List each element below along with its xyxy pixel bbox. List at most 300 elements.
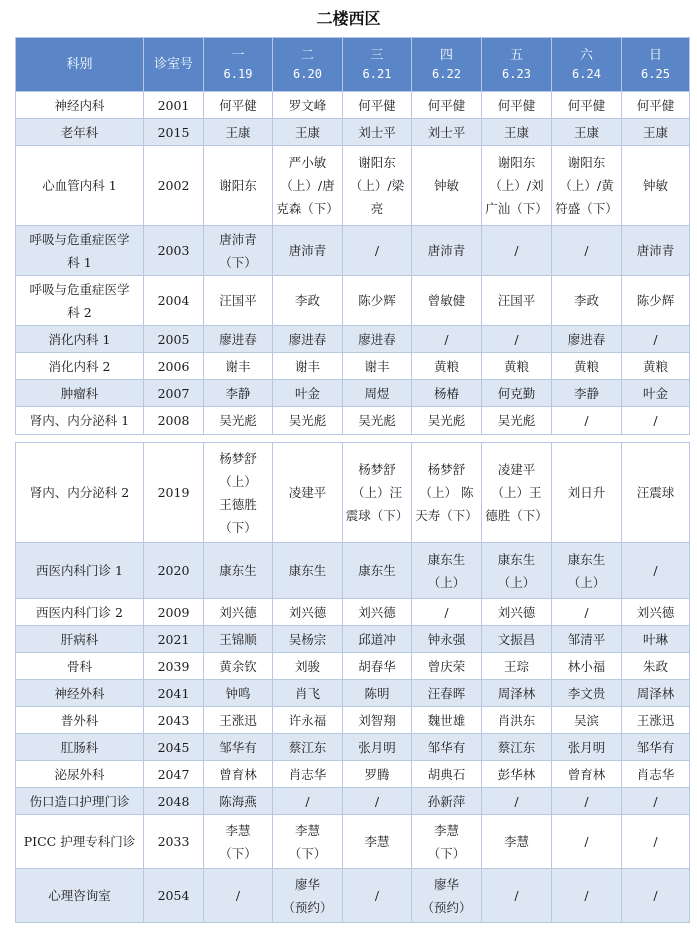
doctor-text: 黄粮 [642,358,668,374]
doctor-text: 李政 [294,293,320,308]
doctor-text: 邹华有 [219,739,257,755]
doctor-cell [552,788,622,815]
doctor-text: 李慧 [433,822,459,838]
doctor-cell [343,543,412,599]
header-dept: 科别 [16,38,144,92]
doctor-cell [204,761,273,788]
doctor-text: 钟敏 [642,178,668,193]
doctor-text: 何平健 [219,97,257,113]
doctor-cell [343,443,412,543]
room-cell: 2003 [144,226,204,276]
dept-cell [16,543,144,599]
doctor-cell [412,353,482,380]
doctor-cell [552,92,622,119]
table-row [16,626,690,653]
doctor-text: 邹华有 [636,739,675,755]
doctor-cell [204,353,273,380]
doctor-text: 张月明 [358,739,396,755]
doctor-cell [552,734,622,761]
doctor-text: 克森（下） [276,201,339,216]
header-day: 一 6.19 [204,38,273,92]
doctor-text: 刘兴德 [358,604,396,620]
doctor-text: 杨梦舒 [427,462,466,477]
header-day: 三 6.21 [343,38,412,92]
doctor-text: 唐沛青 [288,243,327,258]
doctor-cell [204,734,273,761]
doctor-text: / [235,888,241,903]
doctor-text: 凌建平 [288,485,327,500]
doctor-cell [552,353,622,380]
table-row [16,761,690,788]
doctor-text: 汪震球 [636,485,675,500]
doctor-cell [273,869,343,923]
doctor-cell [482,707,552,734]
doctor-cell [204,788,273,815]
doctor-cell [552,653,622,680]
doctor-cell [482,119,552,146]
doctor-cell [412,653,482,680]
doctor-text: （下） [219,254,257,270]
doctor-text: 康东生 [567,551,606,567]
doctor-cell [482,92,552,119]
doctor-text: 李慧 [294,822,320,838]
doctor-text: 亮 [370,201,384,216]
doctor-text: 康东生 [358,563,396,578]
doctor-text: 何平健 [427,97,466,113]
doctor-cell [412,226,482,276]
dept-text: 神经内科 [54,97,105,113]
doctor-cell [343,119,412,146]
doctor-cell [622,734,690,761]
doctor-cell [343,146,412,226]
room-cell: 2039 [144,653,204,680]
dept-cell [16,599,144,626]
doctor-text: 康东生 [427,551,466,567]
room-cell: 2008 [144,407,204,435]
doctor-text: 凌建平 [497,462,536,477]
doctor-text: （下） [219,519,257,535]
doctor-text: 陈少辉 [636,293,675,308]
doctor-cell [273,276,343,326]
doctor-text: （预约） [421,899,472,915]
doctor-cell [552,707,622,734]
dept-text: 神经外科 [54,685,105,701]
doctor-text: 何平健 [497,97,536,113]
table-row [16,599,690,626]
doctor-cell [204,653,273,680]
doctor-cell [622,626,690,653]
doctor-cell [273,443,343,543]
doctor-text: 黄粮 [573,358,599,374]
doctor-cell [204,407,273,435]
dept-text: 肝病科 [60,631,99,647]
doctor-cell [343,326,412,353]
doctor-text: / [584,834,589,849]
doctor-text: 曾庆荣 [427,658,466,674]
doctor-text: 康东生 [288,563,327,578]
doctor-cell [273,407,343,435]
doctor-cell [412,707,482,734]
doctor-cell [412,815,482,869]
table-row [16,734,690,761]
doctor-text: 叶金 [294,385,320,401]
room-cell: 2004 [144,276,204,326]
doctor-cell [412,543,482,599]
doctor-text: 王德胜 [219,496,257,512]
dept-cell [16,276,144,326]
doctor-text: （上）/黄 [559,178,614,193]
table-row [16,653,690,680]
room-cell: 2045 [144,734,204,761]
doctor-text: / [444,331,449,347]
doctor-text: 刘智翔 [358,712,396,728]
doctor-cell [204,380,273,407]
doctor-cell [552,626,622,653]
doctor-text: （上） [567,574,606,590]
dept-cell [16,761,144,788]
doctor-text: / [653,793,658,809]
doctor-text: 汪国平 [219,293,257,308]
dept-text: 肛肠科 [60,739,99,755]
doctor-text: 林小福 [567,658,606,674]
doctor-text: / [514,243,519,258]
dept-text: 消化内科 1 [48,331,111,347]
doctor-text: 曾育林 [219,766,257,782]
doctor-cell [204,815,273,869]
doctor-cell [343,276,412,326]
doctor-text: 刘士平 [358,124,396,140]
dept-text: 肾内、内分泌科 2 [29,485,130,500]
doctor-text: 王康 [503,124,529,140]
doctor-text: / [584,604,589,620]
dept-text: 西医内科门诊 1 [36,563,123,578]
doctor-text: 符盛（下） [555,201,618,216]
room-cell: 2002 [144,146,204,226]
room-cell: 2047 [144,761,204,788]
dept-text: 泌尿外科 [54,766,105,782]
dept-cell [16,815,144,869]
doctor-text: 廖进春 [358,331,396,347]
doctor-text: / [653,563,658,578]
dept-text: 呼吸与危重症医学 [29,231,130,247]
doctor-cell [622,407,690,435]
doctor-cell [622,119,690,146]
doctor-cell [204,326,273,353]
doctor-text: 钟永强 [427,631,466,647]
doctor-cell [343,626,412,653]
table-row [16,543,690,599]
doctor-text: 肖飞 [294,685,320,701]
doctor-text: 彭华林 [497,766,536,782]
doctor-cell [273,599,343,626]
dept-cell [16,353,144,380]
doctor-text: 唐沛青 [219,231,257,247]
doctor-cell [552,119,622,146]
table-row [16,226,690,276]
doctor-text: 邱道冲 [358,631,396,647]
doctor-cell [273,626,343,653]
doctor-text: / [514,331,519,347]
doctor-cell [482,869,552,923]
doctor-text: 李静 [225,385,251,401]
doctor-text: 罗文峰 [288,97,327,113]
doctor-cell [273,92,343,119]
doctor-cell [482,353,552,380]
dept-text: 消化内科 2 [48,358,111,374]
doctor-cell [622,380,690,407]
table-row [16,353,690,380]
room-cell: 2001 [144,92,204,119]
doctor-text: 王康 [642,124,668,140]
doctor-text: 汪春晖 [427,685,466,701]
dept-cell [16,146,144,226]
doctor-cell [343,734,412,761]
doctor-cell [552,815,622,869]
doctor-text: 王涨迅 [636,712,675,728]
doctor-text: / [653,888,658,903]
doctor-text: / [374,243,380,258]
doctor-text: 肖洪东 [497,712,536,728]
doctor-text: 吴光彪 [427,413,466,428]
page-title: 二楼西区 [316,9,381,28]
doctor-cell [204,119,273,146]
header-day: 六 6.24 [552,38,622,92]
doctor-text: 谢阳东 [358,155,396,170]
doctor-cell [552,407,622,435]
table-row [16,788,690,815]
doctor-cell [622,653,690,680]
doctor-cell [622,276,690,326]
doctor-text: 陈海燕 [219,793,257,809]
doctor-cell [552,680,622,707]
doctor-text: 邹华有 [427,739,466,755]
doctor-text: 廖华 [294,876,320,892]
doctor-text: 李静 [573,385,599,401]
doctor-text: （上）/梁 [349,178,405,193]
doctor-cell [482,626,552,653]
doctor-text: 广汕（下） [485,201,548,216]
doctor-text: （上）汪 [351,485,402,500]
doctor-cell [552,761,622,788]
doctor-text: 文振昌 [497,631,536,647]
doctor-text: 杨椿 [433,385,459,401]
doctor-cell [482,276,552,326]
doctor-cell [552,380,622,407]
doctor-cell [482,653,552,680]
doctor-cell [343,380,412,407]
doctor-text: （下） [219,845,257,861]
dept-cell [16,92,144,119]
doctor-cell [343,788,412,815]
doctor-cell [622,680,690,707]
header-day: 日 6.25 [622,38,690,92]
doctor-cell [204,276,273,326]
doctor-text: 汪国平 [497,293,536,308]
doctor-text: / [305,793,310,809]
room-cell: 2021 [144,626,204,653]
doctor-cell [412,788,482,815]
doctor-text: 肖志华 [636,766,675,782]
table-row [16,407,690,435]
doctor-cell [343,869,412,923]
doctor-cell [204,146,273,226]
table-row [16,326,690,353]
doctor-text: （上） [427,574,466,590]
table-row [16,380,690,407]
doctor-cell [482,326,552,353]
room-cell: 2043 [144,707,204,734]
doctor-cell [412,92,482,119]
doctor-cell [273,119,343,146]
header-room: 诊室号 [144,38,204,92]
doctor-cell [343,353,412,380]
doctor-text: 许永福 [288,712,327,728]
doctor-cell [552,599,622,626]
doctor-text: 叶琳 [642,631,668,647]
doctor-text: 罗腾 [364,766,390,782]
doctor-text: 天寿（下） [415,508,478,523]
dept-text: 心血管内科 1 [42,178,117,193]
doctor-text: 王康 [294,124,320,140]
doctor-cell [343,707,412,734]
table-row [16,92,690,119]
doctor-cell [412,626,482,653]
doctor-text: （上） [219,473,257,489]
doctor-text: 邹清平 [567,631,606,647]
table-row [16,869,690,923]
dept-text: 科 2 [67,304,92,320]
doctor-text: / [374,888,380,903]
doctor-text: 康东生 [497,551,536,567]
doctor-text: / [584,888,589,903]
doctor-cell [482,599,552,626]
schedule-table-upper [15,37,690,435]
doctor-text: 康东生 [219,563,257,578]
doctor-cell [204,443,273,543]
table-row [16,146,690,226]
doctor-cell [273,815,343,869]
doctor-text: 李文贵 [567,685,606,701]
doctor-cell [552,326,622,353]
doctor-text: 朱政 [642,658,668,674]
doctor-text: 谢阳东 [567,155,606,170]
doctor-cell [412,869,482,923]
doctor-text: 谢丰 [225,358,251,374]
table-row [16,680,690,707]
doctor-text: 黄粮 [503,358,529,374]
doctor-text: （上）王 [491,485,542,500]
doctor-cell [412,146,482,226]
room-cell: 2009 [144,599,204,626]
doctor-cell [204,680,273,707]
dept-cell [16,788,144,815]
doctor-cell [482,226,552,276]
doctor-cell [622,326,690,353]
doctor-text: 廖进春 [567,331,606,347]
doctor-cell [343,761,412,788]
doctor-cell [273,326,343,353]
doctor-cell [412,407,482,435]
doctor-text: 王康 [573,124,599,140]
doctor-text: 廖进春 [288,331,327,347]
doctor-cell [552,226,622,276]
doctor-cell [412,380,482,407]
doctor-text: 胡春华 [358,658,396,674]
doctor-cell [204,543,273,599]
dept-text: 肾内、内分泌科 1 [29,413,130,428]
doctor-cell [482,788,552,815]
doctor-text: / [444,604,449,620]
doctor-cell [552,543,622,599]
doctor-text: 谢丰 [364,358,390,374]
room-cell: 2033 [144,815,204,869]
doctor-cell [343,599,412,626]
table-row [16,443,690,543]
doctor-text: 吴杨宗 [288,631,327,647]
doctor-cell [412,761,482,788]
doctor-text: 德胜（下） [485,508,548,523]
room-cell: 2005 [144,326,204,353]
doctor-cell [273,707,343,734]
doctor-text: / [514,793,519,809]
doctor-text: 唐沛青 [636,243,675,258]
doctor-text: （上）/刘 [489,178,544,193]
doctor-text: / [584,793,589,809]
doctor-cell [622,353,690,380]
doctor-text: / [653,834,658,849]
doctor-cell [273,680,343,707]
doctor-cell [622,815,690,869]
doctor-cell [343,653,412,680]
room-cell: 2048 [144,788,204,815]
doctor-cell [273,353,343,380]
doctor-cell [412,680,482,707]
room-cell: 2020 [144,543,204,599]
dept-cell [16,734,144,761]
dept-cell [16,326,144,353]
doctor-text: 震球（下） [345,508,409,523]
doctor-cell [482,443,552,543]
doctor-cell [622,761,690,788]
dept-text: 老年科 [60,124,99,140]
doctor-cell [482,380,552,407]
doctor-cell [552,146,622,226]
doctor-cell [482,734,552,761]
doctor-text: 刘日升 [567,485,606,500]
doctor-text: 李慧 [364,834,390,849]
doctor-text: / [514,888,519,903]
doctor-text: 钟鸣 [225,685,251,701]
schedule-table-lower [15,442,690,923]
room-cell: 2054 [144,869,204,923]
doctor-text: 刘士平 [427,124,466,140]
doctor-cell [622,92,690,119]
doctor-cell [622,788,690,815]
doctor-cell [552,276,622,326]
doctor-cell [204,626,273,653]
doctor-text: 曾敏健 [427,293,466,308]
doctor-cell [622,599,690,626]
dept-text: 骨科 [66,658,92,674]
doctor-cell [412,119,482,146]
doctor-text: 蔡江东 [497,739,536,755]
doctor-cell [204,707,273,734]
doctor-text: 何平健 [358,97,396,113]
doctor-text: 李慧 [225,822,251,838]
doctor-text: 何平健 [567,97,606,113]
doctor-text: 王康 [225,124,251,140]
doctor-text: 孙新萍 [427,793,466,809]
